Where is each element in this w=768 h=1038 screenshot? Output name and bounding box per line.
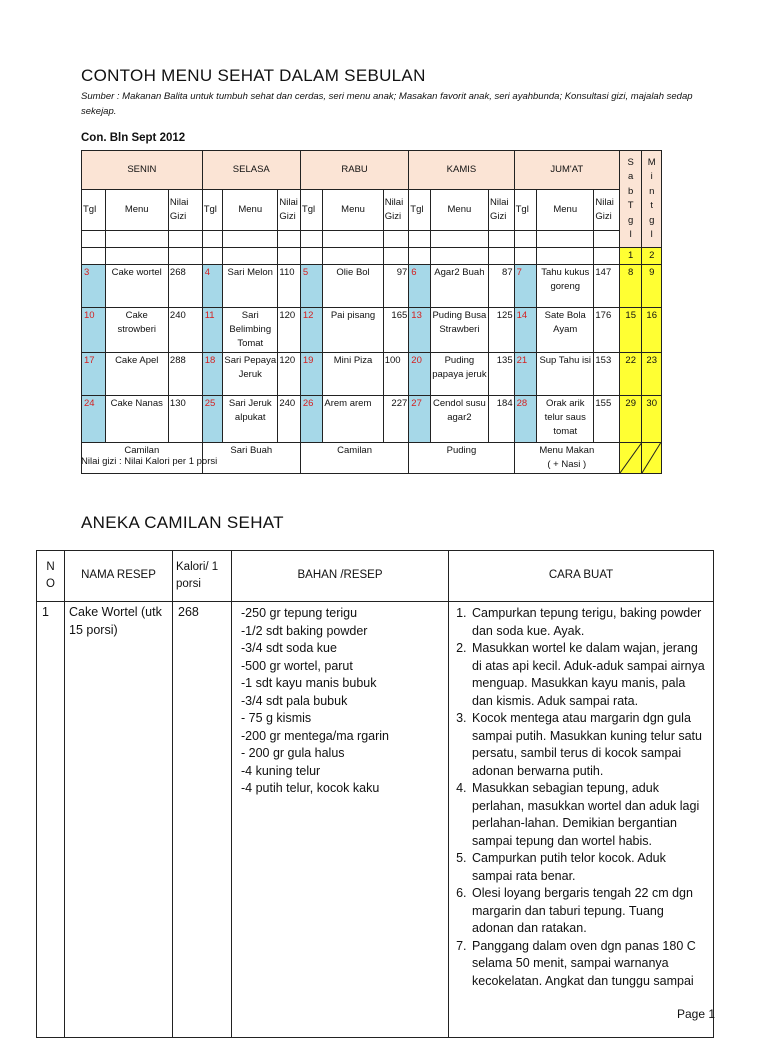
step-item: 6. Olesi loyang bergaris tengah 22 cm dgn margarin dan taburi tepung. Tuang adonan dan ratakan.: [470, 885, 708, 938]
day-header-jumat: JUM'AT: [514, 151, 619, 190]
nilai-gizi-note: Nilai gizi : Nilai Kalori per 1 porsi: [81, 456, 218, 467]
period-label: Con. Bln Sept 2012: [81, 132, 186, 144]
recipe-row: 1 Cake Wortel (utk 15 porsi) 268 -250 gr tepung terigu -1/2 sdt baking powder -3/4 sdt soda kue -500 gr wortel, parut -1 sdt kayu manis bubuk -3/4 sdt pala bubuk - 75 g kismis -200 gr mentega/ma rgarin - 200 gr gula halus -4 kuning telur -4 putih telur, kocok kaku 1. Campurkan tepung terigu, baking powder dan soda kue. Ayak. 2. Masukkan wortel ke dalam wajan, jerang di atas api kecil. Aduk-aduk sampai airnya menguap. Masukkan kayu manis, pala dan kismis. Aduk sampai rata. 3. Kocok mentega atau margarin dgn gula sampai putih. Masukkan kuning telur satu persatu, sambil terus di kocok sampai adonan berwarna putih. 4. Masukkan sebagian tepung, aduk perlahan, masukkan wortel dan aduk lagi perlahan-lahan. Demikian bergantian sampai tepung dan wortel habis. 5. Campurkan putih telor kocok. Aduk sampai rata benar. 6. Olesi loyang bergaris tengah 22 cm dgn margarin dan taburi tepung. Tuang adonan dan ratakan. 7. Panggang dalam oven dgn panas 180 C selama 50 menit, sampai warnanya kecokelatan. Angkat dan tunggu sampai: [37, 602, 714, 1038]
weekend-date: 1: [619, 248, 641, 265]
menu-week-row: 3 Cake wortel 268 4 Sari Melon 110 5 Olie Bol 97 6 Agar2 Buah 87 7 Tahu kukus goreng 147 8 9: [82, 265, 662, 308]
diagonal-cell: [642, 443, 662, 474]
section-title: ANEKA CAMILAN SEHAT: [81, 513, 284, 532]
minggu-header: M i n t g l: [642, 151, 662, 248]
step-item: 7. Panggang dalam oven dgn panas 180 C selama 50 menit, sampai warnanya kecokelatan. Angkat dan tunggu sampai: [470, 938, 708, 991]
ingredient-item: -500 gr wortel, parut: [241, 658, 353, 673]
ingredient-item: -1/2 sdt baking powder: [241, 623, 368, 638]
step-item: 2. Masukkan wortel ke dalam wajan, jerang di atas api kecil. Aduk-aduk sampai airnya menguap. Masukkan kayu manis, pala dan kismis. Aduk sampai rata.: [470, 640, 708, 710]
monthly-menu-table: [81, 150, 662, 474]
menu-week-row: 17 Cake Apel 288 18 Sari Pepaya Jeruk 120 19 Mini Piza 100 20 Puding papaya jeruk 135 21 Sup Tahu isi 153 22 23: [82, 353, 662, 396]
ingredient-item: -3/4 sdt soda kue: [241, 641, 337, 655]
weekend-date: 2: [642, 248, 662, 265]
ingredient-item: -250 gr tepung terigu: [241, 606, 358, 620]
day-header-senin: SENIN: [82, 151, 203, 190]
page-title: CONTOH MENU SEHAT DALAM SEBULAN: [81, 66, 426, 85]
step-item: 5. Campurkan putih telor kocok. Aduk sampai rata benar.: [470, 850, 708, 885]
sabtu-header: S a b T g l: [619, 151, 641, 248]
ingredient-item: -4 kuning telur: [241, 763, 321, 778]
day-header-rabu: RABU: [300, 151, 408, 190]
source-note: Sumber : Makanan Balita untuk tumbuh sehat dan cerdas, seri menu anak; Masakan favorit anak, seri ayahbunda; Konsultasi gizi, majalah sedap sekejap.: [81, 91, 693, 117]
ingredient-item: - 200 gr gula halus: [241, 746, 345, 760]
day-header-selasa: SELASA: [202, 151, 300, 190]
column-header-row: Tgl Menu Nilai Gizi Tgl Menu Nilai Gizi Tgl Menu Nilai Gizi Tgl Menu Nilai Gizi Tgl Menu Nilai Gizi: [82, 190, 662, 231]
steps-list: [450, 603, 712, 990]
menu-week-row: 10 Cake strowberi 240 11 Sari Belimbing Tomat 120 12 Pai pisang 165 13 Puding Busa Strawberi 125 14 Sate Bola Ayam 176 15 16: [82, 308, 662, 353]
ingredient-item: -200 gr mentega/ma rgarin: [241, 728, 389, 743]
category-footer-row: Camilan Sari Buah Camilan Puding Menu Makan ( + Nasi ): [82, 443, 662, 474]
ingredient-item: - 75 g kismis: [241, 711, 312, 725]
recipe-table: [36, 550, 714, 1038]
day-header-kamis: KAMIS: [409, 151, 514, 190]
ingredient-list: [233, 603, 447, 798]
ingredient-item: -4 putih telur, kocok kaku: [241, 781, 380, 795]
ingredient-item: -3/4 sdt pala bubuk: [241, 693, 348, 708]
step-item: 4. Masukkan sebagian tepung, aduk perlahan, masukkan wortel dan aduk lagi perlahan-lahan. Demikian bergantian sampai tepung dan wortel habis.: [470, 780, 708, 850]
diagonal-cell: [619, 443, 641, 474]
recipe-header-row: N O NAMA RESEP Kalori/ 1 porsi BAHAN /RESEP CARA BUAT: [37, 551, 714, 602]
page-number: Page 1: [677, 1007, 716, 1021]
step-item: 1. Campurkan tepung terigu, baking powder dan soda kue. Ayak.: [470, 605, 708, 640]
step-item: 3. Kocok mentega atau margarin dgn gula sampai putih. Masukkan kuning telur satu persatu, sambil terus di kocok sampai adonan berwarna putih.: [470, 710, 708, 780]
ingredient-item: -1 sdt kayu manis bubuk: [241, 676, 377, 690]
menu-week-row: 24 Cake Nanas 130 25 Sari Jeruk alpukat 240 26 Arem arem 227 27 Cendol susu agar2 184 28 Orak arik telur saus tomat 155 29 30: [82, 396, 662, 443]
